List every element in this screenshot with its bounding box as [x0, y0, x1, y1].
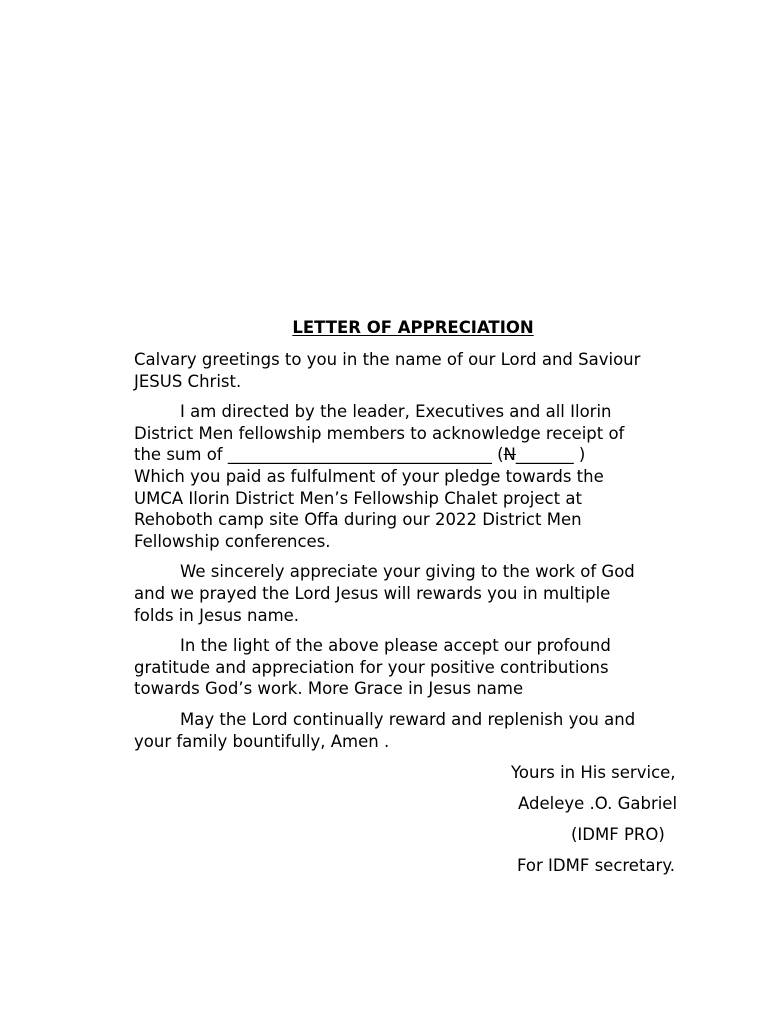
- appreciation-paragraph: [134, 561, 704, 626]
- greeting-line-2: JESUS Christ.: [134, 371, 242, 391]
- amount-line-start: the sum of ________________________________ (: [134, 445, 504, 465]
- appreciation-line-1: We sincerely appreciate your giving to the work of God: [180, 562, 635, 582]
- acknowledgement-line-1: I am directed by the leader, Executives and all Ilorin: [180, 402, 612, 422]
- appreciation-line-3: folds in Jesus name.: [134, 605, 300, 625]
- letter-title: LETTER OF APPRECIATION: [292, 318, 534, 337]
- acknowledgement-line-4: Which you paid as fulfulment of your pledge towards the: [134, 466, 604, 486]
- gratitude-paragraph: [134, 635, 704, 700]
- acknowledgement-line-2: District Men fellowship members to acknowledge receipt of: [134, 423, 625, 443]
- appreciation-line-2: and we prayed the Lord Jesus will rewards you in multiple: [134, 583, 611, 603]
- naira-symbol: N: [503, 445, 516, 465]
- blessing-line-1: May the Lord continually reward and replenish you and: [180, 709, 636, 729]
- acknowledgement-paragraph: [134, 401, 704, 552]
- letter-body: [134, 349, 704, 761]
- gratitude-line-1: In the light of the above please accept our profound: [180, 636, 611, 656]
- signature-name: Adeleye .O. Gabriel: [518, 794, 678, 813]
- acknowledgement-line-7: Fellowship conferences.: [134, 531, 331, 551]
- acknowledgement-line-5: UMCA Ilorin District Men’s Fellowship Chalet project at: [134, 488, 582, 508]
- gratitude-line-2: gratitude and appreciation for your positive contributions: [134, 657, 609, 677]
- signature-on-behalf: For IDMF secretary.: [517, 856, 675, 875]
- greeting-line-1: Calvary greetings to you in the name of our Lord and Saviour: [134, 350, 641, 369]
- blessing-paragraph: [134, 709, 704, 752]
- amount-line-end: _______ ): [515, 445, 586, 465]
- signature-closing: Yours in His service,: [511, 763, 676, 782]
- signature-position: (IDMF PRO): [571, 825, 665, 844]
- blessing-line-2: your family bountifully, Amen .: [134, 731, 390, 751]
- gratitude-line-3: towards God’s work. More Grace in Jesus name: [134, 679, 524, 699]
- acknowledgement-line-6: Rehoboth camp site Offa during our 2022 District Men: [134, 510, 582, 530]
- amount-line: [134, 444, 704, 466]
- greeting-paragraph: [134, 349, 704, 392]
